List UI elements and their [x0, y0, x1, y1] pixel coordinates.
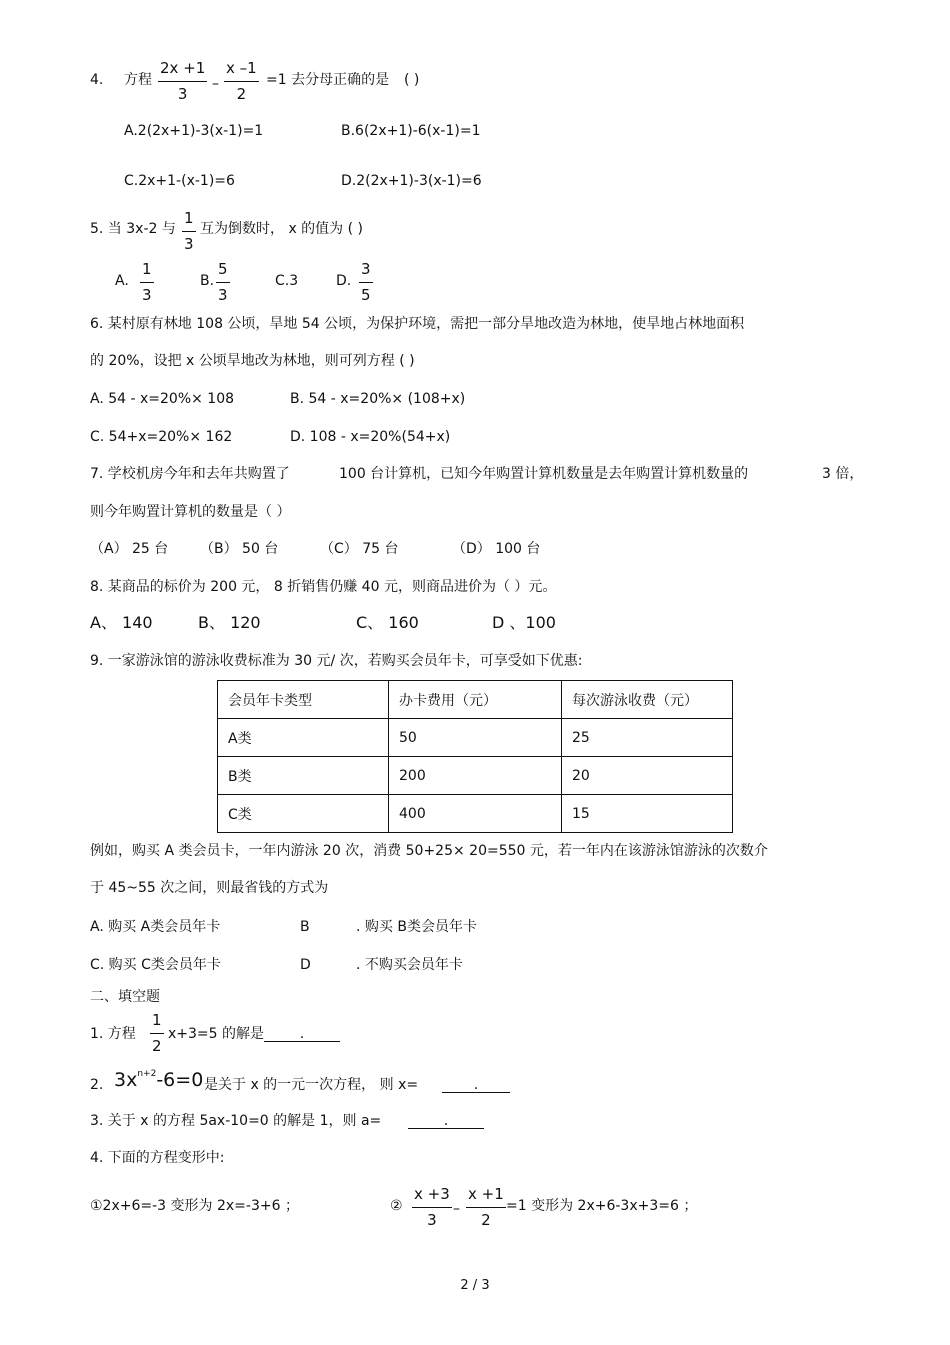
q6-option-c: C. 54+x=20%× 162 [90, 429, 233, 445]
q7-line-1-c: 3 倍， [822, 466, 864, 482]
q4-fraction-2-numerator: x –1 [226, 59, 257, 77]
q5-option-a-denominator: 3 [142, 286, 152, 304]
fill-4-item-2-fraction-1-denominator: 3 [427, 1211, 437, 1229]
table-cell: 25 [562, 719, 733, 757]
page-number: 2 / 3 [460, 1278, 490, 1293]
fill-4-item-2-minus: – [453, 1201, 460, 1217]
q7-option-a: （A） 25 台 [90, 541, 169, 557]
q9-option-d-letter: D [300, 957, 311, 973]
q4-fraction-1-denominator: 3 [177, 85, 188, 103]
table-cell: 400 [389, 795, 562, 833]
q5-option-a-numerator: 1 [142, 260, 152, 278]
table-row [218, 757, 733, 795]
q4-fraction-1-numerator: 2x +1 [160, 59, 206, 77]
fill-4-item-2-fraction-2-numerator: x +1 [468, 1185, 504, 1203]
q6-option-b: B. 54 - x=20%× (108+x) [290, 391, 466, 407]
q5-option-d-label: D. [336, 273, 352, 289]
table-cell: 20 [562, 757, 733, 795]
q4-minus: – [212, 76, 219, 92]
fill-4-item-2-mark: ② [390, 1198, 403, 1214]
fill-2-base: 3x [114, 1069, 138, 1091]
q5-option-b-numerator: 5 [218, 260, 228, 278]
q5-fraction [182, 211, 196, 252]
fill-1-suffix: x+3=5 的解是 [168, 1026, 265, 1042]
table-header-row [218, 681, 733, 719]
fraction-bar [140, 282, 154, 283]
fill-1-answer-line [264, 1027, 340, 1042]
q5-suffix: 互为倒数时， x 的值为 ( ) [200, 221, 364, 237]
q4-number: 4. [90, 72, 104, 88]
table-header-cell: 会员年卡类型 [218, 681, 389, 719]
q5-option-b-fraction [216, 262, 230, 303]
q5-option-a-fraction [140, 262, 154, 303]
table-row [218, 719, 733, 757]
q6-line-1: 6. 某村原有林地 108 公顷，旱地 54 公顷，为保护环境，需把一部分旱地改造为林地，使旱地占林地面积 [90, 316, 745, 332]
q6-option-d: D. 108 - x=20%(54+x) [290, 429, 451, 445]
q4-fraction-2-denominator: 2 [236, 85, 247, 103]
q7-line-2: 则今年购置计算机的数量是（ ） [90, 504, 291, 520]
q4-option-b: B.6(2x+1)-6(x-1)=1 [341, 123, 481, 139]
fraction-bar [466, 1207, 506, 1208]
q9-option-a: A. 购买 A类会员年卡 [90, 919, 221, 935]
q8-option-b: B、 120 [198, 613, 261, 632]
fill-2-exponent: n+2 [137, 1069, 157, 1079]
q6-line-2: 的 20%，设把 x 公顷旱地改为林地，则可列方程 ( ) [90, 353, 415, 369]
table-cell: 50 [389, 719, 562, 757]
fill-4-item-2-fraction-1-numerator: x +3 [414, 1185, 450, 1203]
fill-1-prefix: 1. 方程 [90, 1026, 136, 1042]
q4-option-d: D.2(2x+1)-3(x-1)=6 [341, 173, 482, 189]
fill-3-text: 3. 关于 x 的方程 5ax-10=0 的解是 1，则 a= [90, 1113, 382, 1129]
q8-option-a: A、 140 [90, 613, 153, 632]
fill-4-item-2-fraction-2 [466, 1187, 506, 1228]
q4-option-c: C.2x+1-(x-1)=6 [124, 173, 235, 189]
fraction-bar [150, 1033, 164, 1034]
table-cell: 15 [562, 795, 733, 833]
q9-example-line-1: 例如，购买 A 类会员卡，一年内游泳 20 次，消费 50+25× 20=550 元，若一年内在该游泳馆游泳的次数介 [90, 843, 768, 859]
table-cell: C类 [218, 795, 389, 833]
fraction-bar [359, 282, 373, 283]
fraction-bar [158, 81, 207, 82]
fill-1-answer-blank[interactable]: . [264, 1027, 340, 1042]
fill-1-fraction-denominator: 2 [152, 1037, 162, 1055]
q4-fraction-1 [158, 61, 207, 102]
q9-option-b-letter: B [300, 919, 310, 935]
q7-line-1-b: 100 台计算机，已知今年购置计算机数量是去年购置计算机数量的 [339, 466, 749, 482]
fill-2-answer-line [442, 1078, 510, 1093]
q7-option-c: （C） 75 台 [320, 541, 399, 557]
q4-option-a: A.2(2x+1)-3(x-1)=1 [124, 123, 264, 139]
fill-2-rest: -6=0 [156, 1069, 204, 1091]
q9-intro: 9. 一家游泳馆的游泳收费标准为 30 元/ 次，若购买会员年卡，可享受如下优惠: [90, 653, 583, 669]
q5-option-b-label: B. [200, 273, 215, 289]
q5-option-d-fraction [359, 262, 373, 303]
q5-option-c: C.3 [275, 273, 299, 289]
q5-option-d-denominator: 5 [361, 286, 371, 304]
fill-4-text: 4. 下面的方程变形中: [90, 1150, 225, 1166]
q9-example-line-2: 于 45~55 次之间，则最省钱的方式为 [90, 880, 329, 896]
table-cell: B类 [218, 757, 389, 795]
membership-fee-table [217, 680, 733, 833]
fill-2-expression [114, 1071, 203, 1090]
q6-option-a: A. 54 - x=20%× 108 [90, 391, 235, 407]
q9-option-c: C. 购买 C类会员年卡 [90, 957, 221, 973]
table-header-cell: 每次游泳收费（元） [562, 681, 733, 719]
q4-suffix: =1 去分母正确的是 [266, 72, 390, 88]
fill-2-prefix: 2. [90, 1077, 104, 1093]
q8-line: 8. 某商品的标价为 200 元， 8 折销售仍赚 40 元，则商品进价为（ ）元。 [90, 579, 557, 595]
fill-4-item-1: ①2x+6=-3 变形为 2x=-3+6 ； [90, 1198, 299, 1214]
fill-4-item-2-fraction-2-denominator: 2 [481, 1211, 491, 1229]
fraction-bar [216, 282, 230, 283]
table-cell: 200 [389, 757, 562, 795]
q5-fraction-denominator: 3 [184, 235, 194, 253]
q9-option-b-text: . 购买 B类会员年卡 [356, 919, 477, 935]
q4-fraction-2 [224, 61, 259, 102]
fill-4-item-2-fraction-1 [412, 1187, 452, 1228]
fraction-bar [182, 231, 196, 232]
q7-option-b: （B） 50 台 [200, 541, 279, 557]
fill-1-fraction [150, 1013, 164, 1054]
fill-2-suffix: 是关于 x 的一元一次方程， 则 x= [204, 1077, 419, 1093]
table-row [218, 795, 733, 833]
table-cell: A类 [218, 719, 389, 757]
q9-option-d-text: . 不购买会员年卡 [356, 957, 463, 973]
fill-4-item-2-suffix: =1 变形为 2x+6-3x+3=6 ； [506, 1198, 698, 1214]
section-heading: 二、填空题 [90, 989, 160, 1005]
fill-3-answer-blank[interactable]: . [408, 1114, 484, 1129]
fraction-bar [412, 1207, 452, 1208]
q5-option-b-denominator: 3 [218, 286, 228, 304]
fraction-bar [224, 81, 259, 82]
q7-line-1-a: 7. 学校机房今年和去年共购置了 [90, 466, 290, 482]
table-header-cell: 办卡费用（元） [389, 681, 562, 719]
fill-1-fraction-numerator: 1 [152, 1011, 162, 1029]
fill-3-answer-line [408, 1114, 484, 1129]
q5-prefix: 5. 当 3x-2 与 [90, 221, 176, 237]
q4-answer-paren: ( ) [404, 72, 420, 88]
q8-option-c: C、 160 [356, 613, 419, 632]
fill-2-answer-blank[interactable]: . [442, 1078, 510, 1093]
q4-prefix: 方程 [124, 72, 152, 88]
q5-option-a-label: A. [115, 273, 129, 289]
q5-fraction-numerator: 1 [184, 209, 194, 227]
q8-option-d: D 、100 [492, 613, 556, 632]
q7-option-d: （D） 100 台 [452, 541, 541, 557]
q5-option-d-numerator: 3 [361, 260, 371, 278]
